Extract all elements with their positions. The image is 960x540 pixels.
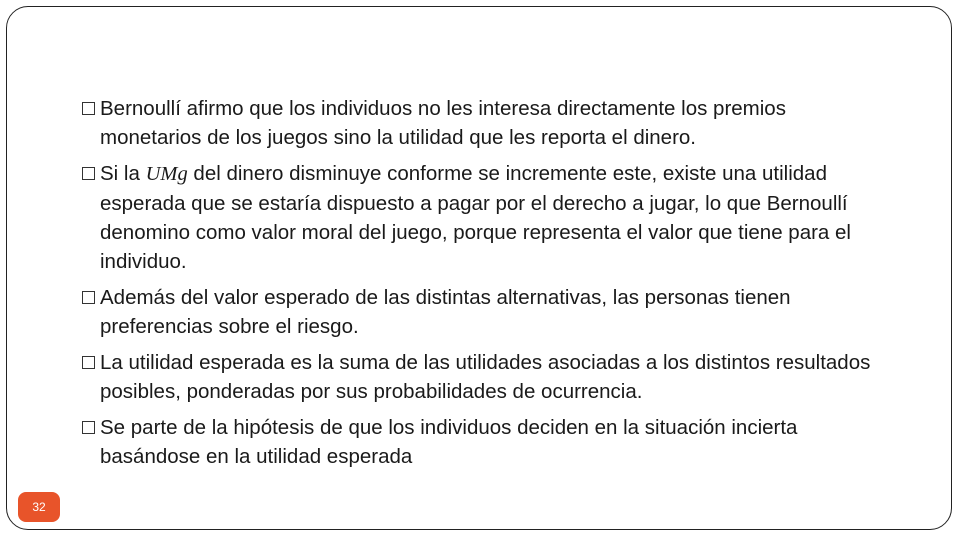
bullet-text-after: del dinero disminuye conforme se incremente este, existe una utilidad esperada que se estaría dispuesto a pagar por el derecho a jugar, lo que Bernoullí denomino como valor moral del juego, porque representa el valor que tiene para el individuo. bbox=[100, 162, 851, 273]
bullet-text-before: Si la bbox=[100, 162, 146, 185]
bullet-text: La utilidad esperada es la suma de las utilidades asociadas a los distintos resultados posibles, ponderadas por sus probabilidades de ocurrencia. bbox=[100, 351, 871, 403]
umg-term: UMg bbox=[145, 163, 188, 185]
bullet-text: Además del valor esperado de las distintas alternativas, las personas tienen preferencias sobre el riesgo. bbox=[100, 286, 791, 338]
bullet-item bbox=[82, 283, 882, 341]
slide-content bbox=[82, 94, 882, 478]
bullet-text: Bernoullí afirmo que los individuos no les interesa directamente los premios monetarios de los juegos sino la utilidad que les reporta el dinero. bbox=[100, 97, 786, 149]
square-bullet-icon bbox=[82, 356, 95, 369]
square-bullet-icon bbox=[82, 421, 95, 434]
square-bullet-icon bbox=[82, 102, 95, 115]
bullet-text bbox=[100, 162, 851, 273]
bullet-text: Se parte de la hipótesis de que los individuos deciden en la situación incierta basándose en la utilidad esperada bbox=[100, 416, 798, 468]
bullet-item bbox=[82, 413, 882, 471]
bullet-item bbox=[82, 159, 882, 276]
bullet-item bbox=[82, 348, 882, 406]
slide-number-badge: 32 bbox=[18, 492, 60, 522]
bullet-item bbox=[82, 94, 882, 152]
square-bullet-icon bbox=[82, 167, 95, 180]
square-bullet-icon bbox=[82, 291, 95, 304]
